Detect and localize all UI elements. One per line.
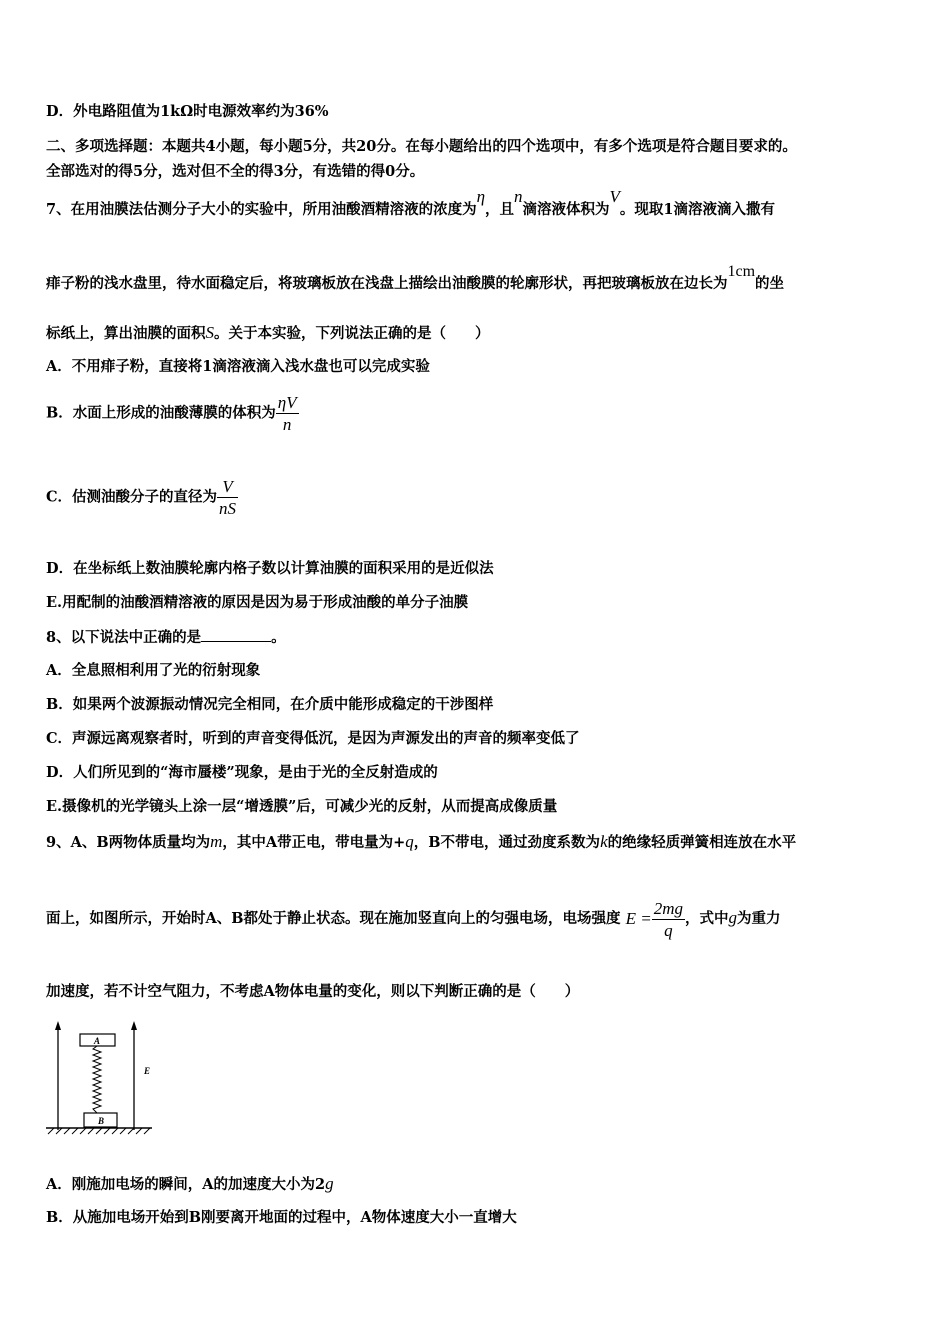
q9-option-a: A．刚施加电场的瞬间，A的加速度大小为2g (46, 1174, 334, 1193)
q9-stem-line2: 面上，如图所示，开始时A、B都处于静止状态。现在施加竖直向上的匀强电场，电场强度 E = $\frac{2mg}{q}$ ，式中g为重力 (46, 898, 781, 940)
q7-option-b: B．水面上形成的油酸薄膜的体积为 $\frac{\eta V}{n}$ (46, 393, 297, 434)
e-equals: E = (625, 909, 652, 928)
q8-option-b: B．如果两个波源振动情况完全相同，在介质中能形成稳定的干涉图样 (46, 696, 494, 713)
option-d-prev: D．外电路阻值为1kΩ时电源效率约为36% (46, 103, 329, 120)
q9-option-b: B．从施加电场开始到B刚要离开地面的过程中，A物体速度大小一直增大 (46, 1209, 517, 1226)
spring (93, 1046, 101, 1113)
q7-option-d: D．在坐标纸上数油膜轮廓内格子数以计算油膜的面积采用的是近似法 (46, 560, 494, 577)
m-symbol: m (210, 832, 223, 851)
answer-blank (201, 627, 271, 642)
fraction-eta-v-over-n: $\frac{\eta V}{n}$ (277, 393, 297, 434)
q7-stem-line3: 标纸上，算出油膜的面积S。关于本实验，下列说法正确的是（ ） (46, 323, 490, 342)
q7-stem-line1: 7、在用油膜法估测分子大小的实验中，所用油酸酒精溶液的浓度为η，且n滴溶液体积为V。现取1滴溶液滴入撒有 (46, 187, 776, 218)
q8-option-d: D．人们所见到的“海市蜃楼”现象，是由于光的全反射造成的 (46, 764, 438, 781)
cm-label: 1cm (727, 263, 756, 280)
s-symbol: S (205, 323, 214, 342)
q7-stem-line2: 痱子粉的浅水盘里，待水面稳定后，将玻璃板放在浅盘上描绘出油酸膜的轮廓形状，再把玻璃板放在边长为1cm的坐 (46, 263, 785, 292)
field-label-e: E (144, 1066, 151, 1076)
q8-option-c: C．声源远离观察者时，听到的声音变得低沉，是因为声源发出的声音的频率变低了 (46, 730, 580, 747)
q9-stem-line3: 加速度，若不计空气阻力，不考虑A物体电量的变化，则以下判断正确的是（ ） (46, 983, 580, 1000)
q9-stem-line1: 9、A、B两物体质量均为m，其中A带正电，带电量为+q，B不带电，通过劲度系数为k的绝缘轻质弹簧相连放在水平 (46, 832, 797, 851)
section-instructions: 全部选对的得5分，选对但不全的得3分，有选错的得0分。 (46, 163, 425, 180)
q8-option-e: E.摄像机的光学镜头上涂一层“增透膜”后，可减少光的反射，从而提高成像质量 (46, 798, 558, 815)
q7-option-a: A．不用痱子粉，直接将1滴溶液滴入浅水盘也可以完成实验 (46, 358, 430, 375)
eta-symbol: η (476, 187, 486, 206)
arrow-head-left (55, 1021, 61, 1030)
fraction-v-over-ns: $\frac{V}{nS}$ (219, 477, 237, 518)
v-symbol: V (609, 187, 620, 206)
q-symbol: q (405, 832, 414, 851)
spring-blocks-figure (44, 1018, 164, 1140)
fraction-2mg-over-q: $\frac{2mg}{q}$ (653, 898, 683, 940)
q8-option-a: A．全息照相利用了光的衍射现象 (46, 662, 261, 679)
arrow-head-right (131, 1021, 137, 1030)
k-symbol: k (600, 832, 608, 851)
n-symbol: n (514, 187, 523, 206)
ground-hatching (48, 1128, 150, 1134)
g-symbol: g (728, 908, 737, 927)
g-symbol-a: g (325, 1174, 334, 1193)
q8-stem: 8、以下说法中正确的是 。 (46, 629, 286, 646)
block-b-label: B (97, 1116, 105, 1126)
block-a-label: A (93, 1036, 101, 1046)
q7-option-c: C．估测油酸分子的直径为 $\frac{V}{nS}$ (46, 477, 237, 518)
q7-option-e: E.用配制的油酸酒精溶液的原因是因为易于形成油酸的单分子油膜 (46, 594, 469, 611)
section-heading: 二、多项选择题：本题共4小题，每小题5分，共20分。在每小题给出的四个选项中，有多个选项是符合题目要求的。 (46, 138, 797, 155)
